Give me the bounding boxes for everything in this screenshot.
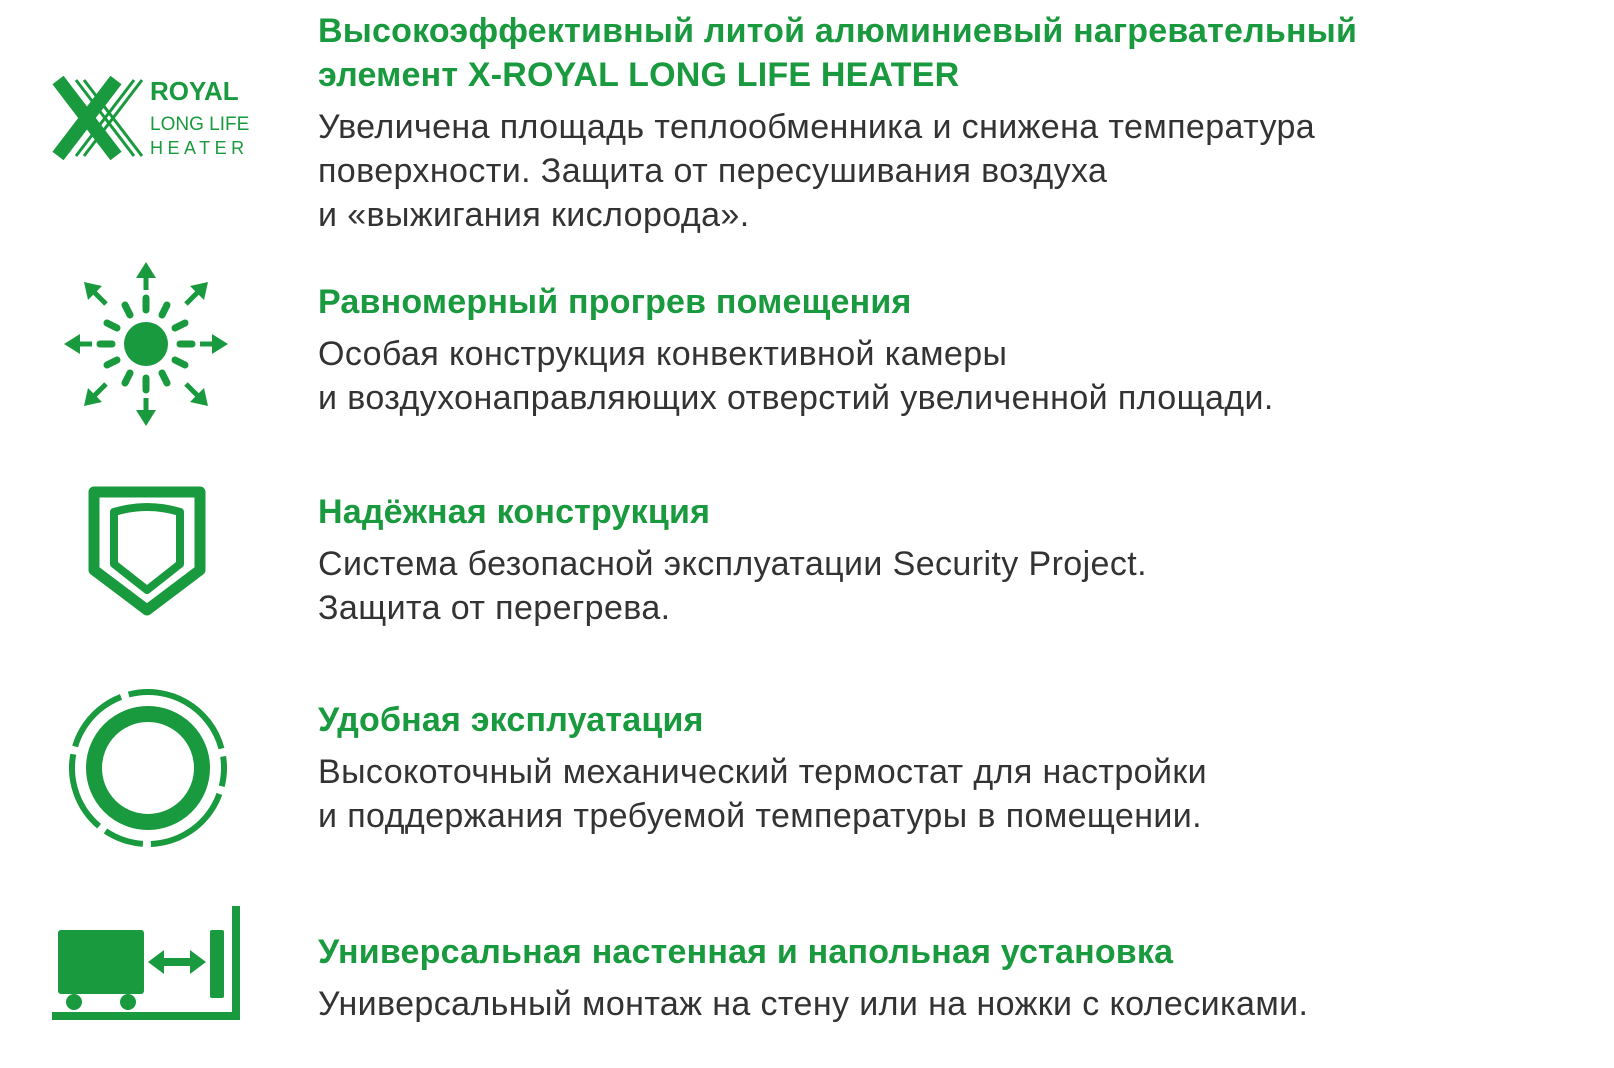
feature-title bbox=[318, 698, 1598, 742]
x-royal-logo-icon bbox=[50, 76, 270, 160]
description-line: Универсальный монтаж на стену или на ножки с колесиками. bbox=[318, 985, 1309, 1023]
title-line: Универсальная настенная и напольная установка bbox=[318, 933, 1174, 971]
description-line: и воздухонаправляющих отверстий увеличенной площади. bbox=[318, 379, 1274, 417]
feature-description bbox=[318, 105, 1598, 237]
title-line: элемент X-ROYAL LONG LIFE HEATER bbox=[318, 56, 960, 94]
thermostat-dial-icon bbox=[66, 686, 230, 850]
sun-arrows-icon bbox=[64, 262, 228, 426]
title-line: Равномерный прогрев помещения bbox=[318, 283, 912, 321]
feature-title bbox=[318, 930, 1598, 974]
logo-long-life-text: LONG LIFE bbox=[150, 114, 250, 135]
description-line: Высокоточный механический термостат для настройки bbox=[318, 753, 1208, 791]
title-line: Высокоэффективный литой алюминиевый нагревательный bbox=[318, 12, 1358, 50]
description-line: Увеличена площадь теплообменника и снижена температура bbox=[318, 108, 1316, 146]
title-line: Надёжная конструкция bbox=[318, 493, 711, 531]
feature-title bbox=[318, 280, 1598, 324]
description-line: Система безопасной эксплуатации Security Project. bbox=[318, 545, 1147, 583]
description-line: и поддержания требуемой температуры в помещении. bbox=[318, 797, 1203, 835]
description-line: и «выжигания кислорода». bbox=[318, 196, 750, 234]
wall-floor-mount-icon bbox=[52, 906, 246, 1020]
feature-text bbox=[318, 490, 1598, 630]
feature-title bbox=[318, 9, 1598, 97]
feature-text bbox=[318, 280, 1598, 420]
shield-icon bbox=[88, 486, 206, 616]
feature-title bbox=[318, 490, 1598, 534]
feature-description bbox=[318, 982, 1598, 1026]
logo-heater-text: HEATER bbox=[150, 138, 249, 158]
feature-text bbox=[318, 930, 1598, 1026]
feature-description bbox=[318, 332, 1598, 420]
feature-description bbox=[318, 750, 1598, 838]
logo-royal-text: ROYAL bbox=[150, 76, 239, 106]
description-line: Особая конструкция конвективной камеры bbox=[318, 335, 1008, 373]
description-line: Защита от перегрева. bbox=[318, 589, 671, 627]
title-line: Удобная эксплуатация bbox=[318, 701, 704, 739]
feature-text bbox=[318, 9, 1598, 237]
feature-description bbox=[318, 542, 1598, 630]
feature-text bbox=[318, 698, 1598, 838]
description-line: поверхности. Защита от пересушивания воздуха bbox=[318, 152, 1108, 190]
